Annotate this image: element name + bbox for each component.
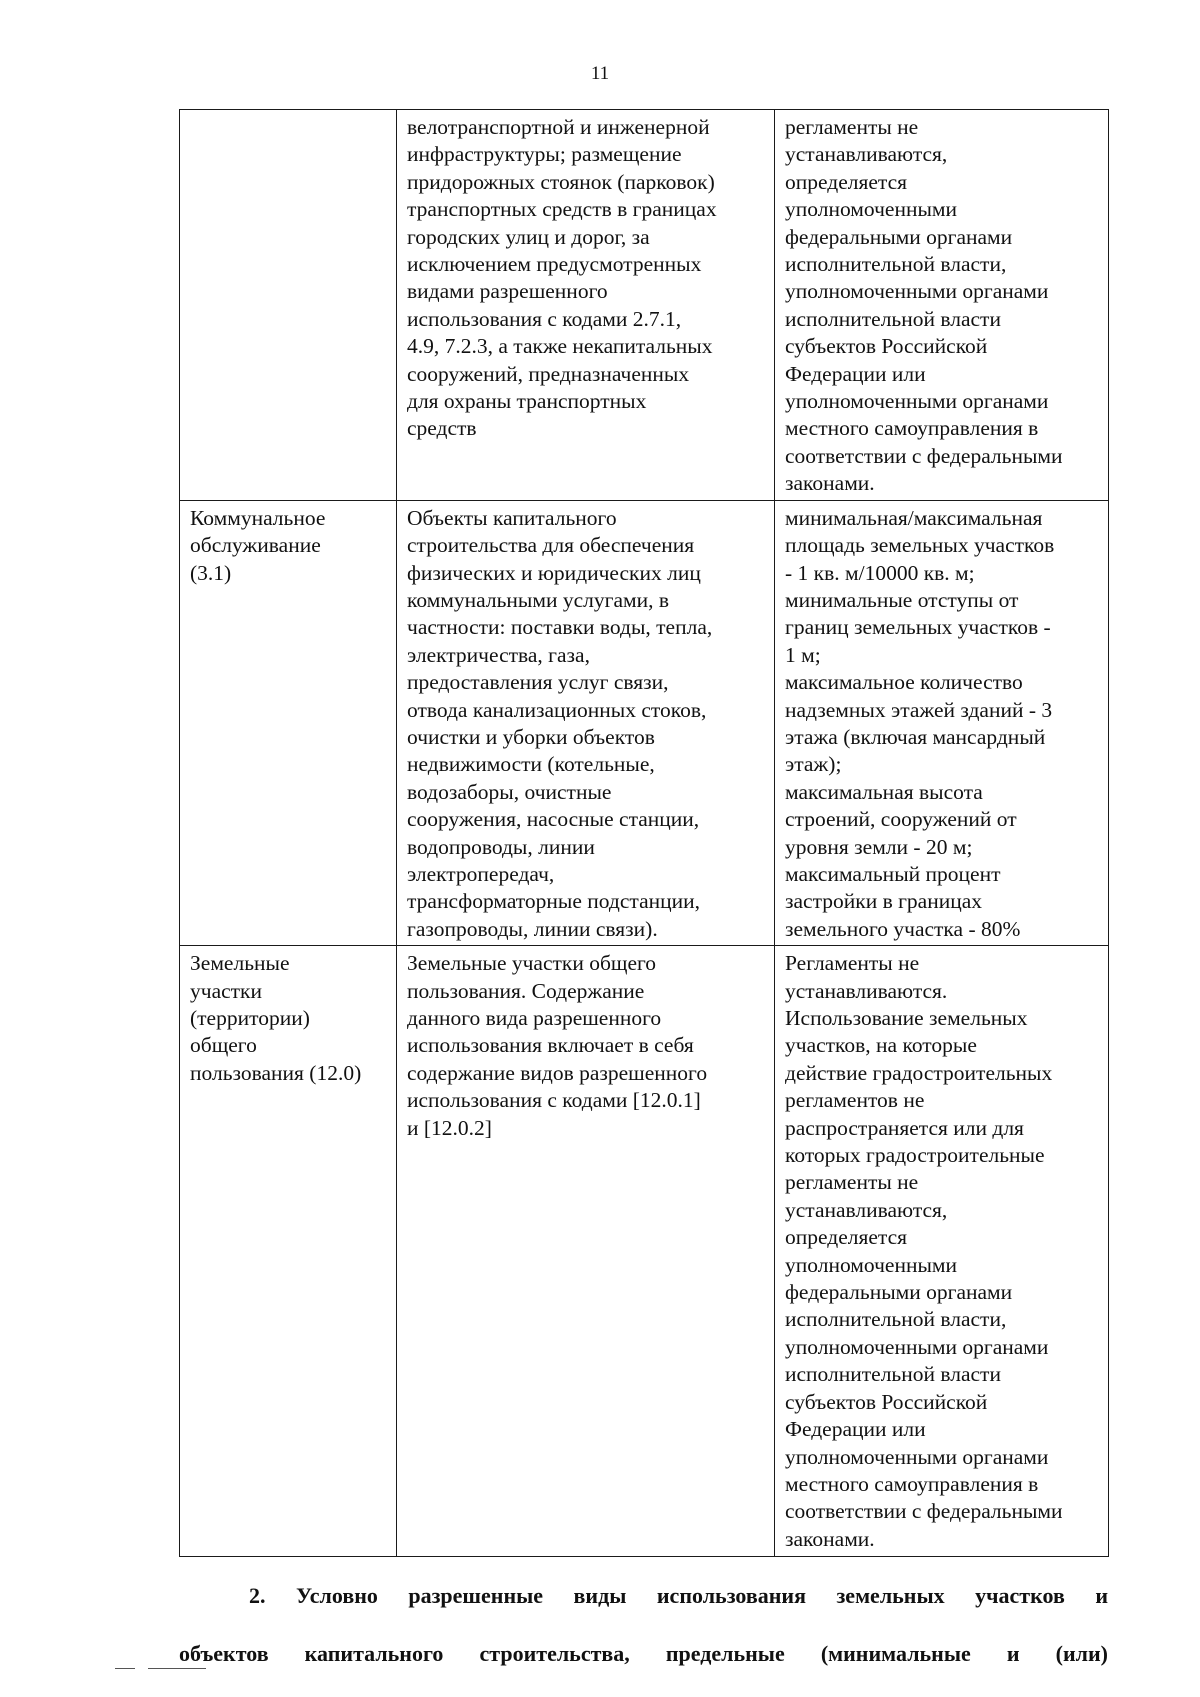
land-use-description-cell: Объекты капитального строительства для обеспечения физических и юридических лиц коммунальными услугами, в частности: поставки воды, тепла, электричества, газа, предоставления услуг связи, отвода канализационных стоков, очистки и уборки объектов недвижимости (котельные, водозаборы, очистные сооружения, насосные станции, водопроводы, линии электропередач, трансформаторные подстанции, газопроводы, линии связи). <box>397 500 775 946</box>
land-use-name-cell <box>180 110 397 501</box>
land-use-parameters-cell: регламенты не устанавливаются, определяется уполномоченными федеральными органами исполнительной власти, уполномоченными органами исполнительной власти субъектов Российской Федерации или уполномоченными органами местного самоуправления в соответствии с федеральными законами. <box>775 110 1109 501</box>
land-use-parameters-cell: минимальная/максимальная площадь земельных участков - 1 кв. м/10000 кв. м; минимальные отступы от границ земельных участков - 1 м; максимальное количество надземных этажей зданий - 3 этажа (включая мансардный этаж); максимальная высота строений, сооружений от уровня земли - 20 м; максимальный процент застройки в границах земельного участка - 80% <box>775 500 1109 946</box>
land-use-parameters-cell: Регламенты не устанавливаются. Использование земельных участков, на которые действие градостроительных регламентов не распространяется или для которых градостроительные регламенты не устанавливаются, определяется уполномоченными федеральными органами исполнительной власти, уполномоченными органами исполнительной власти субъектов Российской Федерации или уполномоченными органами местного самоуправления в соответствии с федеральными законами. <box>775 946 1109 1557</box>
section-heading-line-2: объектов капитального строительства, предельные (минимальные и (или) <box>179 1641 1108 1666</box>
table-row <box>180 500 1109 946</box>
table-row <box>180 110 1109 501</box>
land-use-regulations-table <box>179 109 1109 1557</box>
section-heading <box>179 1552 1108 1697</box>
footer-rule <box>115 1668 135 1669</box>
land-use-name-cell: Коммунальное обслуживание (3.1) <box>180 500 397 946</box>
footer-rule <box>148 1668 206 1669</box>
page-number: 11 <box>590 63 610 84</box>
land-use-description-cell: Земельные участки общего пользования. Содержание данного вида разрешенного использования включает в себя содержание видов разрешенного использования с кодами [12.0.1] и [12.0.2] <box>397 946 775 1557</box>
land-use-name-cell: Земельные участки (территории) общего пользования (12.0) <box>180 946 397 1557</box>
table-row <box>180 946 1109 1557</box>
section-heading-line-1: 2. Условно разрешенные виды использования земельных участков и <box>249 1583 1108 1608</box>
land-use-description-cell: велотранспортной и инженерной инфраструктуры; размещение придорожных стоянок (парковок) транспортных средств в границах городских улиц и дорог, за исключением предусмотренных видами разрешенного использования с кодами 2.7.1, 4.9, 7.2.3, а также некапитальных сооружений, предназначенных для охраны транспортных средств <box>397 110 775 501</box>
